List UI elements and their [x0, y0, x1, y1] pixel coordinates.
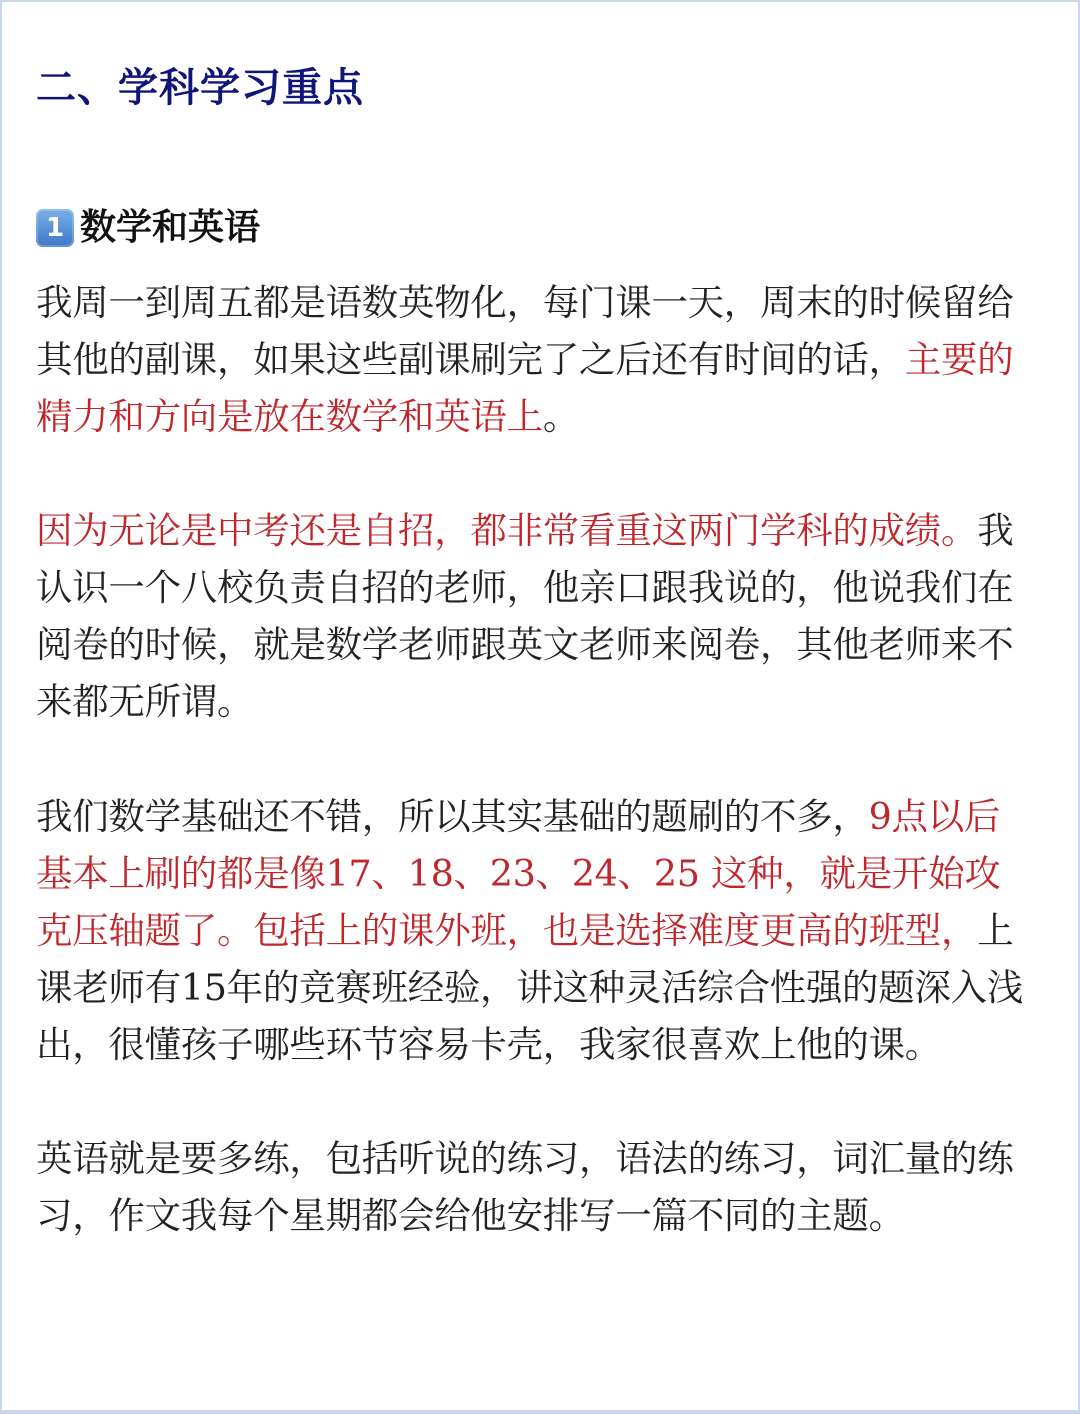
paragraph-text: 。 [542, 395, 580, 438]
highlight-text: 主要的精力和方向是放在数学和英语上 [36, 338, 1014, 438]
paragraph-text: 英语就是要多练，包括听说的练习，语法的练习，词汇量的练习，作文我每个星期都会给他安排写一篇不同的主题。 [36, 1137, 1014, 1237]
paragraph-text: 我们数学基础还不错，所以其实基础的题刷的不多， [36, 795, 869, 838]
paragraph-text: 上课老师有15年的竞赛班经验，讲这种灵活综合性强的题深入浅出，很懂孩子哪些环节容易卡壳，我家很喜欢上他的课。 [36, 909, 1024, 1066]
highlight-text: 因为无论是中考还是自招，都非常看重这两门学科的成绩。 [36, 509, 978, 552]
paragraph-english [36, 1130, 1036, 1244]
subsection-title: 数学和英语 [80, 207, 261, 248]
number-one-badge-icon: 1 [36, 209, 74, 247]
section-title: 二、学科学习重点 [36, 65, 364, 111]
subsection-heading [36, 202, 260, 254]
paragraph-text: 我认识一个八校负责自招的老师，他亲口跟我说的，他说我们在阅卷的时候，就是数学老师跟英文老师来阅卷，其他老师来不来都无所谓。 [36, 509, 1014, 723]
paragraph-reason [36, 502, 1036, 730]
paragraph-schedule [36, 274, 1036, 445]
paragraph-text: 我周一到周五都是语数英物化，每门课一天，周末的时候留给其他的副课，如果这些副课刷完了之后还有时间的话， [36, 281, 1014, 381]
paragraph-math [36, 788, 1036, 1073]
highlight-text: 9点以后基本上刷的都是像17、18、23、24、25 这种，就是开始攻克压轴题了。包括上的课外班，也是选择难度更高的班型， [36, 795, 1001, 952]
